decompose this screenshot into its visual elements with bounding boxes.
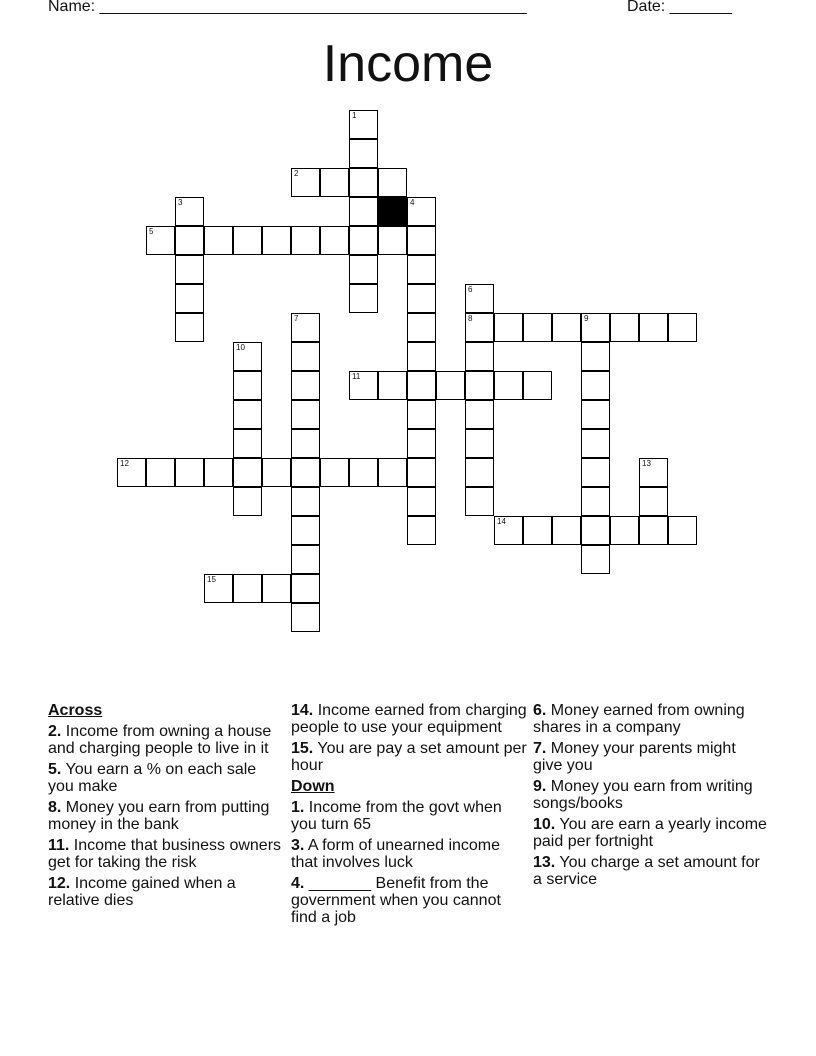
clue-number: 15.	[291, 740, 314, 757]
grid-cell[interactable]	[465, 487, 494, 516]
grid-cell[interactable]	[233, 371, 262, 400]
grid-cell[interactable]	[204, 574, 233, 603]
grid-cell[interactable]	[349, 139, 378, 168]
clue-text: You earn a % on each sale you make	[48, 761, 257, 795]
grid-cell[interactable]	[204, 226, 233, 255]
grid-cell[interactable]	[378, 371, 407, 400]
grid-cell[interactable]	[436, 371, 465, 400]
clue-number-13: 13	[642, 459, 651, 468]
grid-block	[378, 197, 407, 226]
grid-cell[interactable]	[407, 429, 436, 458]
grid-cell[interactable]	[291, 371, 320, 400]
clue-number: 6.	[533, 702, 547, 719]
clue-number-5: 5	[149, 227, 154, 236]
page-title: Income	[322, 35, 494, 93]
clue-text: Money earned from owning shares in a company	[533, 702, 745, 736]
down-heading: Down	[291, 778, 335, 795]
across-heading: Across	[48, 702, 103, 719]
grid-cell[interactable]	[581, 400, 610, 429]
grid-cell[interactable]	[291, 226, 320, 255]
grid-cell[interactable]	[407, 487, 436, 516]
clue-item	[533, 854, 769, 888]
grid-cell[interactable]	[639, 516, 668, 545]
grid-cell[interactable]	[291, 342, 320, 371]
clue-number-4: 4	[410, 198, 415, 207]
grid-cell[interactable]	[407, 313, 436, 342]
clue-number-6: 6	[468, 285, 473, 294]
clue-number: 3.	[291, 837, 305, 854]
clue-number-14: 14	[497, 517, 506, 526]
date-field[interactable]: Date: _______	[627, 0, 732, 15]
clue-item	[48, 723, 284, 757]
grid-cell[interactable]	[233, 487, 262, 516]
grid-cell[interactable]	[320, 168, 349, 197]
grid-cell[interactable]	[407, 516, 436, 545]
grid-cell[interactable]	[639, 313, 668, 342]
clue-item	[533, 702, 769, 736]
grid-cell[interactable]	[465, 400, 494, 429]
grid-cell[interactable]	[639, 487, 668, 516]
grid-cell[interactable]	[639, 458, 668, 487]
grid-cell[interactable]	[668, 516, 697, 545]
grid-cell[interactable]	[349, 458, 378, 487]
grid-cell[interactable]	[465, 458, 494, 487]
clue-item	[533, 740, 769, 774]
clue-text: Money your parents might give you	[533, 740, 736, 774]
clue-text: You are pay a set amount per hour	[291, 740, 527, 774]
grid-cell[interactable]	[581, 313, 610, 342]
grid-cell[interactable]	[581, 429, 610, 458]
grid-cell[interactable]	[320, 458, 349, 487]
grid-cell[interactable]	[378, 226, 407, 255]
grid-cell[interactable]	[610, 313, 639, 342]
clue-number-8: 8	[468, 314, 473, 323]
grid-cell[interactable]	[291, 487, 320, 516]
grid-cell[interactable]	[233, 342, 262, 371]
down-clue-list	[291, 799, 527, 926]
clue-number: 2.	[48, 723, 62, 740]
grid-cell[interactable]	[175, 197, 204, 226]
clue-number: 11.	[48, 837, 70, 854]
grid-cell[interactable]	[233, 429, 262, 458]
grid-cell[interactable]	[581, 487, 610, 516]
grid-cell[interactable]	[407, 458, 436, 487]
grid-cell[interactable]	[349, 226, 378, 255]
grid-cell[interactable]	[523, 516, 552, 545]
grid-cell[interactable]	[407, 197, 436, 226]
clue-number: 14.	[291, 702, 314, 719]
clue-number-1: 1	[352, 111, 357, 120]
clues-column-2	[291, 702, 527, 930]
grid-cell[interactable]	[378, 458, 407, 487]
grid-cell[interactable]	[581, 516, 610, 545]
grid-cell[interactable]	[581, 371, 610, 400]
grid-cell[interactable]	[291, 603, 320, 632]
clue-number-10: 10	[236, 343, 245, 352]
grid-cell[interactable]	[233, 458, 262, 487]
grid-cell[interactable]	[262, 458, 291, 487]
grid-cell[interactable]	[668, 313, 697, 342]
clue-number-12: 12	[120, 459, 129, 468]
grid-cell[interactable]	[175, 226, 204, 255]
clue-number: 1.	[291, 799, 305, 816]
clue-item	[48, 799, 284, 833]
clue-text: Income from the govt when you turn 65	[291, 799, 502, 833]
clue-number: 4.	[291, 875, 305, 892]
grid-cell[interactable]	[494, 313, 523, 342]
grid-cell[interactable]	[407, 255, 436, 284]
clue-text: You are earn a yearly income paid per fortnight	[533, 816, 767, 850]
clue-number-3: 3	[178, 198, 183, 207]
grid-cell[interactable]	[291, 574, 320, 603]
clues-column-3	[533, 702, 769, 892]
clue-number: 12.	[48, 875, 71, 892]
grid-cell[interactable]	[552, 516, 581, 545]
grid-cell[interactable]	[581, 545, 610, 574]
grid-cell[interactable]	[552, 313, 581, 342]
grid-cell[interactable]	[494, 516, 523, 545]
clues-column-1	[48, 702, 284, 913]
grid-cell[interactable]	[407, 226, 436, 255]
clue-item	[291, 799, 527, 833]
clue-number-15: 15	[207, 575, 216, 584]
grid-cell[interactable]	[494, 371, 523, 400]
grid-cell[interactable]	[465, 284, 494, 313]
clue-number: 10.	[533, 816, 556, 833]
clue-text: Income that business owners get for taking the risk	[48, 837, 282, 871]
clue-text: _______ Benefit from the government when you cannot find a job	[291, 875, 501, 926]
grid-cell[interactable]	[407, 284, 436, 313]
clue-item	[533, 816, 769, 850]
grid-cell[interactable]	[291, 400, 320, 429]
clue-item	[533, 778, 769, 812]
grid-cell[interactable]	[523, 371, 552, 400]
grid-cell[interactable]	[407, 371, 436, 400]
clue-number-11: 11	[352, 372, 361, 381]
clue-text: Income gained when a relative dies	[48, 875, 236, 909]
grid-cell[interactable]	[262, 574, 291, 603]
across-clue-list	[48, 723, 284, 909]
grid-cell[interactable]	[407, 400, 436, 429]
grid-cell[interactable]	[349, 284, 378, 313]
grid-cell[interactable]	[291, 168, 320, 197]
clue-text: Money you earn from writing songs/books	[533, 778, 753, 812]
grid-cell[interactable]	[204, 458, 233, 487]
clue-text: A form of unearned income that involves luck	[291, 837, 501, 871]
grid-cell[interactable]	[320, 226, 349, 255]
clue-number-2: 2	[294, 169, 299, 178]
grid-cell[interactable]	[117, 458, 146, 487]
grid-cell[interactable]	[291, 516, 320, 545]
grid-cell[interactable]	[291, 429, 320, 458]
clue-number: 7.	[533, 740, 547, 757]
grid-cell[interactable]	[349, 197, 378, 226]
clue-number: 13.	[533, 854, 556, 871]
grid-cell[interactable]	[175, 284, 204, 313]
grid-cell[interactable]	[262, 226, 291, 255]
clue-item	[48, 837, 284, 871]
clue-number: 9.	[533, 778, 547, 795]
grid-cell[interactable]	[175, 458, 204, 487]
grid-cell[interactable]	[175, 255, 204, 284]
clue-text: Income from owning a house and charging people to live in it	[48, 723, 272, 757]
clue-number-7: 7	[294, 314, 299, 323]
clue-item	[48, 761, 284, 795]
grid-cell[interactable]	[349, 110, 378, 139]
clue-item	[291, 875, 527, 926]
clue-item	[48, 875, 284, 909]
clue-text: Income earned from charging people to use your equipment	[291, 702, 527, 736]
grid-cell[interactable]	[465, 342, 494, 371]
clue-number-9: 9	[584, 314, 589, 323]
grid-cell[interactable]	[146, 458, 175, 487]
clue-number: 5.	[48, 761, 62, 778]
grid-cell[interactable]	[233, 400, 262, 429]
clue-item	[291, 837, 527, 871]
grid-cell[interactable]	[581, 342, 610, 371]
grid-cell[interactable]	[175, 313, 204, 342]
grid-cell[interactable]	[523, 313, 552, 342]
grid-cell[interactable]	[378, 168, 407, 197]
grid-cell[interactable]	[291, 545, 320, 574]
grid-cell[interactable]	[349, 255, 378, 284]
grid-cell[interactable]	[146, 226, 175, 255]
down-clue-list-continued	[533, 702, 769, 888]
clue-item	[291, 740, 527, 774]
grid-cell[interactable]	[610, 516, 639, 545]
name-field[interactable]: Name: ________________________________________________	[48, 0, 527, 15]
grid-cell[interactable]	[233, 574, 262, 603]
grid-cell[interactable]	[349, 371, 378, 400]
grid-cell[interactable]	[291, 458, 320, 487]
clue-text: You charge a set amount for a service	[533, 854, 760, 888]
grid-cell[interactable]	[581, 458, 610, 487]
grid-cell[interactable]	[407, 342, 436, 371]
grid-cell[interactable]	[465, 429, 494, 458]
grid-cell[interactable]	[291, 313, 320, 342]
grid-cell[interactable]	[465, 313, 494, 342]
clue-text: Money you earn from putting money in the bank	[48, 799, 270, 833]
clue-number: 8.	[48, 799, 62, 816]
across-clue-list-continued	[291, 702, 527, 774]
clue-item	[291, 702, 527, 736]
grid-cell[interactable]	[233, 226, 262, 255]
grid-cell[interactable]	[465, 371, 494, 400]
grid-cell[interactable]	[349, 168, 378, 197]
